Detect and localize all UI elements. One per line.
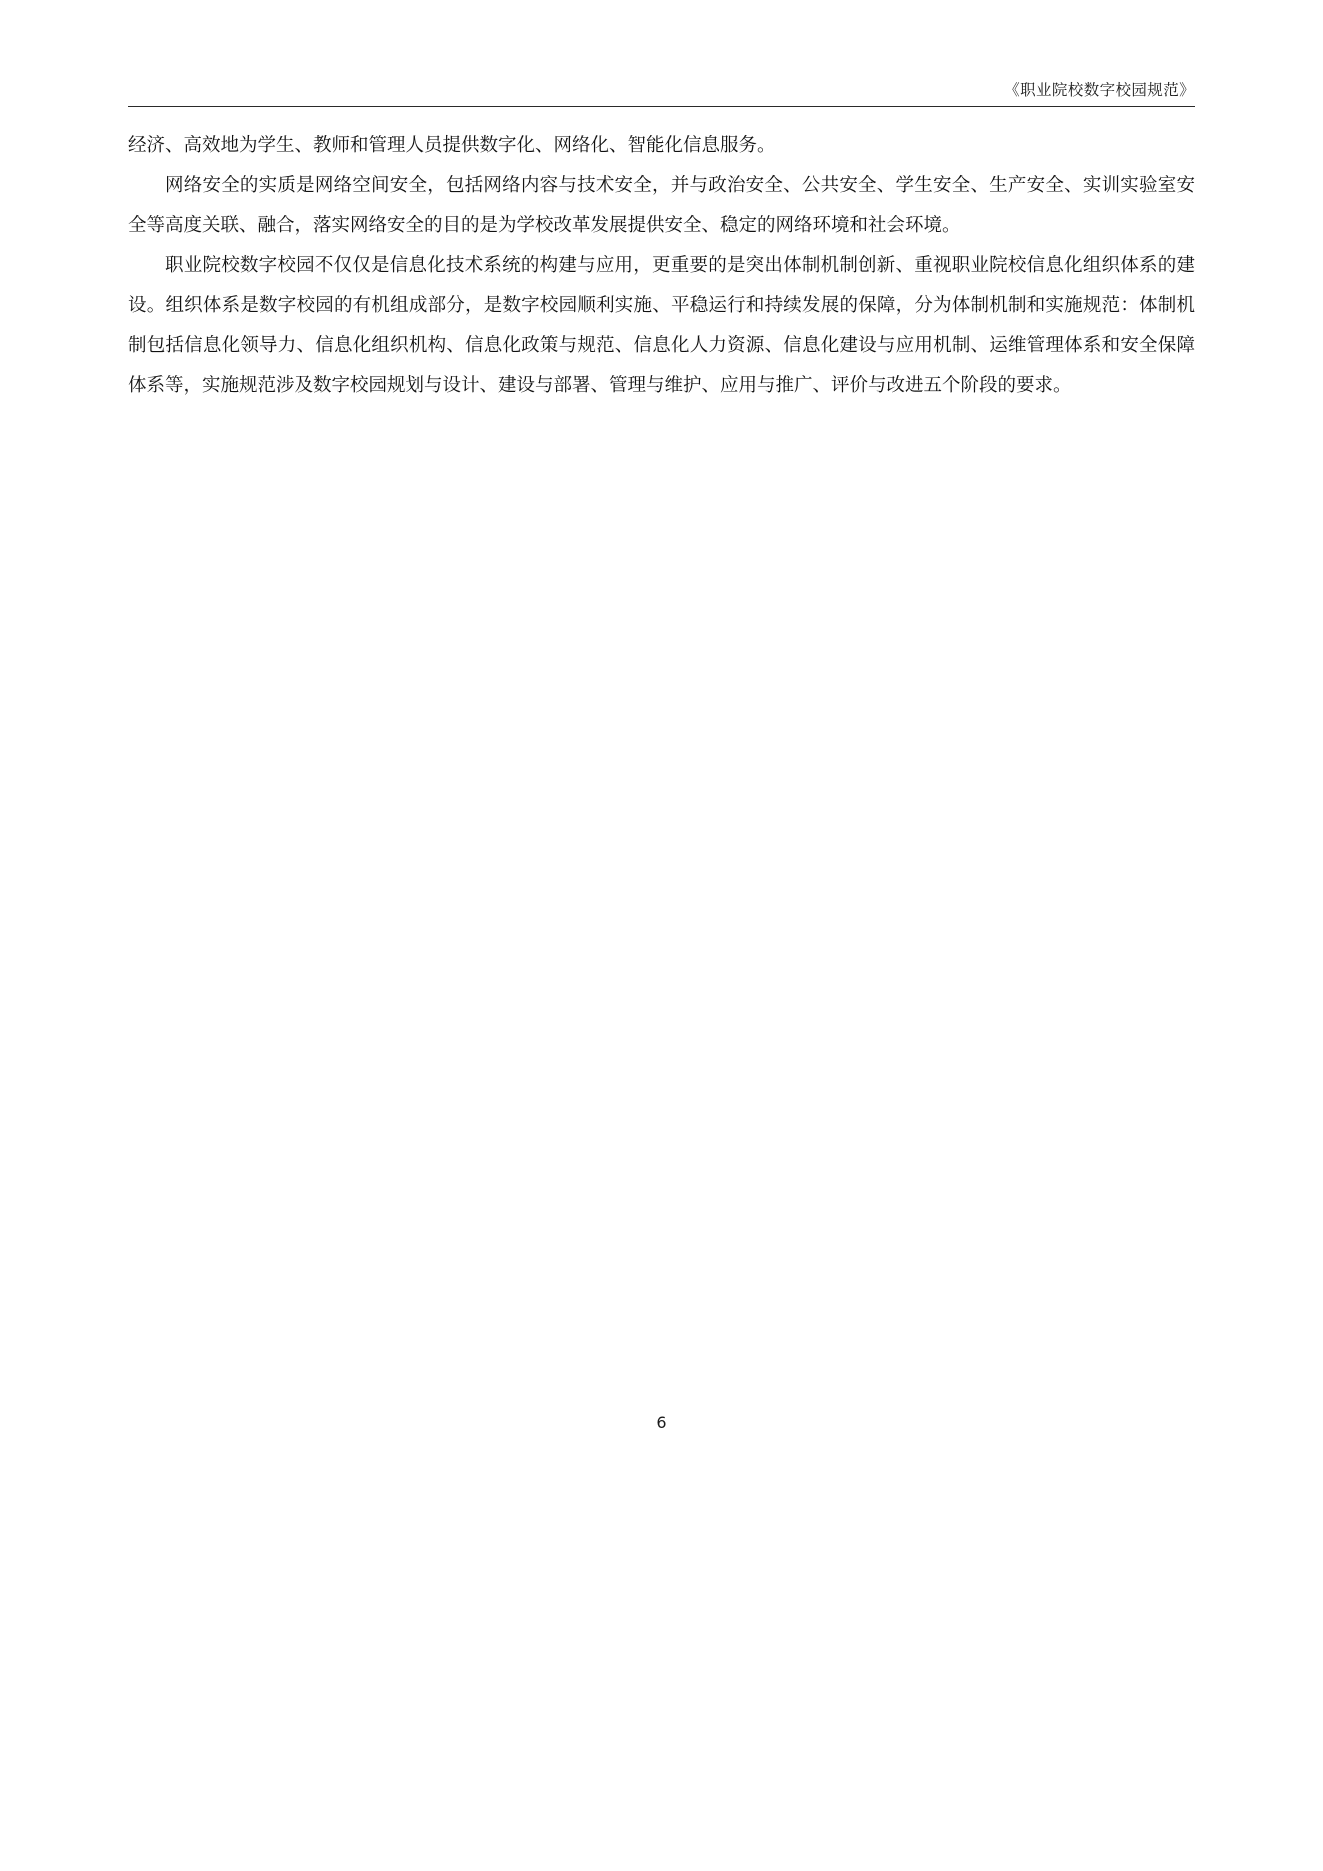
paragraph-2: 网络安全的实质是网络空间安全，包括网络内容与技术安全，并与政治安全、公共安全、学生安全、生产安全、实训实验室安全等高度关联、融合，落实网络安全的目的是为学校改革发展提供安全、稳定的网络环境和社会环境。 (128, 175, 1195, 236)
running-title: 《职业院校数字校园规范》 (1004, 81, 1195, 99)
page-header (128, 78, 1195, 107)
page-number: 6 (656, 1413, 667, 1432)
paragraph-3: 职业院校数字校园不仅仅是信息化技术系统的构建与应用，更重要的是突出体制机制创新、重视职业院校信息化组织体系的建设。组织体系是数字校园的有机组成部分，是数字校园顺利实施、平稳运行和持续发展的保障，分为体制机制和实施规范：体制机制包括信息化领导力、信息化组织机构、信息化政策与规范、信息化人力资源、信息化建设与应用机制、运维管理体系和安全保障体系等，实施规范涉及数字校园规划与设计、建设与部署、管理与维护、应用与推广、评价与改进五个阶段的要求。 (128, 255, 1195, 396)
header-divider (128, 106, 1195, 107)
paragraph-1: 经济、高效地为学生、教师和管理人员提供数字化、网络化、智能化信息服务。 (128, 135, 776, 156)
page-body (128, 126, 1195, 406)
